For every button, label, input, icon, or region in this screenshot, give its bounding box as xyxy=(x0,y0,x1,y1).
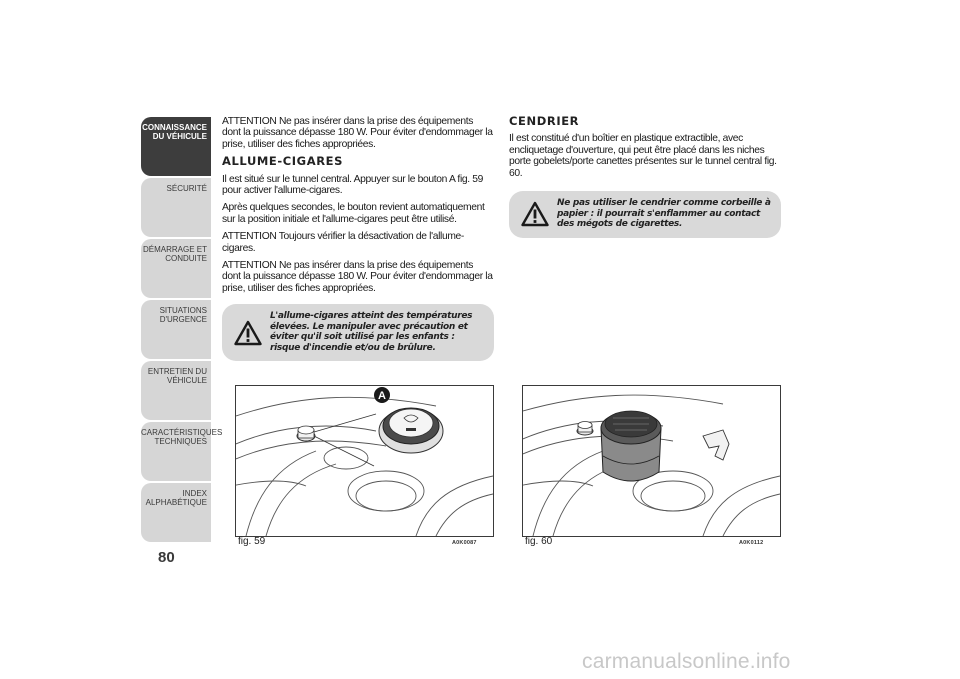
figure-code: A0K0112 xyxy=(739,540,764,546)
figure-caption: fig. 59 xyxy=(238,536,266,547)
tab-label: DU VÉHICULE xyxy=(152,132,207,141)
attention-note: ATTENTION Ne pas insérer dans la prise des équipements dont la puissance dépasse 180 W. Pour éviter d'endommager la prise, utiliser des fiches appropriées. xyxy=(222,260,493,294)
tab-label: D'URGENCE xyxy=(159,315,207,324)
figure-code: A0K0087 xyxy=(452,540,477,546)
callout-a-label: A xyxy=(378,390,386,402)
tab-label: TECHNIQUES xyxy=(154,437,207,446)
tab-caracteristiques-techniques[interactable] xyxy=(141,422,223,481)
lighter-illustration xyxy=(236,386,493,536)
tab-label: DÉMARRAGE ET xyxy=(142,245,207,254)
page-number: 80 xyxy=(158,549,175,566)
right-column xyxy=(509,116,781,238)
section-heading: CENDRIER xyxy=(509,114,580,128)
attention-note: ATTENTION Ne pas insérer dans la prise des équipements dont la puissance dépasse 180 W. Pour éviter d'endommager la prise, utiliser des fiches appropriées. xyxy=(222,116,493,150)
figure-60-ashtray xyxy=(522,385,781,537)
section-heading: ALLUME-CIGARES xyxy=(222,154,344,169)
tab-demarrage-et-conduite[interactable] xyxy=(141,239,211,298)
tab-label: CONNAISSANCE xyxy=(142,123,207,132)
tab-index-alphabetique[interactable] xyxy=(141,483,211,542)
figure-59-cigarette-lighter xyxy=(235,385,494,537)
tab-situations-d-urgence[interactable] xyxy=(141,300,211,359)
warning-triangle-icon xyxy=(521,202,549,227)
tab-label: ALPHABÉTIQUE xyxy=(145,498,207,507)
watermark: carmanualsonline.info xyxy=(582,650,791,673)
tab-label: SÉCURITÉ xyxy=(166,184,207,193)
body-paragraph: Il est constitué d'un boîtier en plastique extractible, avec encliquetage d'ouverture, qui peut être placé dans les niches porte gobelets/porte canettes présentes sur le tunnel central fig. 60. xyxy=(509,133,777,179)
tab-label: CARACTÉRISTIQUES xyxy=(141,428,223,437)
attention-note: ATTENTION Toujours vérifier la désactivation de l'allume-cigares. xyxy=(222,231,465,254)
section-tabs xyxy=(141,117,223,544)
ashtray-illustration xyxy=(523,386,780,536)
warning-box xyxy=(222,304,494,361)
warning-text: Ne pas utiliser le cendrier comme corbeille à papier : il pourrait s'enflammer au contact des mégots de cigarettes. xyxy=(557,198,771,230)
left-column xyxy=(222,116,494,361)
tab-label: INDEX xyxy=(182,489,207,498)
body-paragraph: Après quelques secondes, le bouton revient automatiquement sur la position initiale et l'allume-cigares peut être utilisé. xyxy=(222,202,485,225)
tab-label: ENTRETIEN DU xyxy=(147,367,207,376)
tab-entretien-du-vehicule[interactable] xyxy=(141,361,211,420)
tab-label: CONDUITE xyxy=(165,254,207,263)
tab-label: VÉHICULE xyxy=(166,376,207,385)
tab-label: SITUATIONS xyxy=(159,306,207,315)
tab-securite[interactable] xyxy=(141,178,211,237)
body-paragraph: Il est situé sur le tunnel central. Appuyer sur le bouton A fig. 59 pour activer l'allume-cigares. xyxy=(222,173,484,197)
tab-connaissance-du-vehicule[interactable] xyxy=(141,117,211,176)
warning-box xyxy=(509,191,781,238)
warning-text: L'allume-cigares atteint des températures élevées. Le manipuler avec précaution et éviter qu'il soit utilisé par les enfants : risque d'incendie et/ou de brûlure. xyxy=(270,311,473,353)
figure-caption: fig. 60 xyxy=(525,536,553,547)
warning-triangle-icon xyxy=(234,320,262,345)
